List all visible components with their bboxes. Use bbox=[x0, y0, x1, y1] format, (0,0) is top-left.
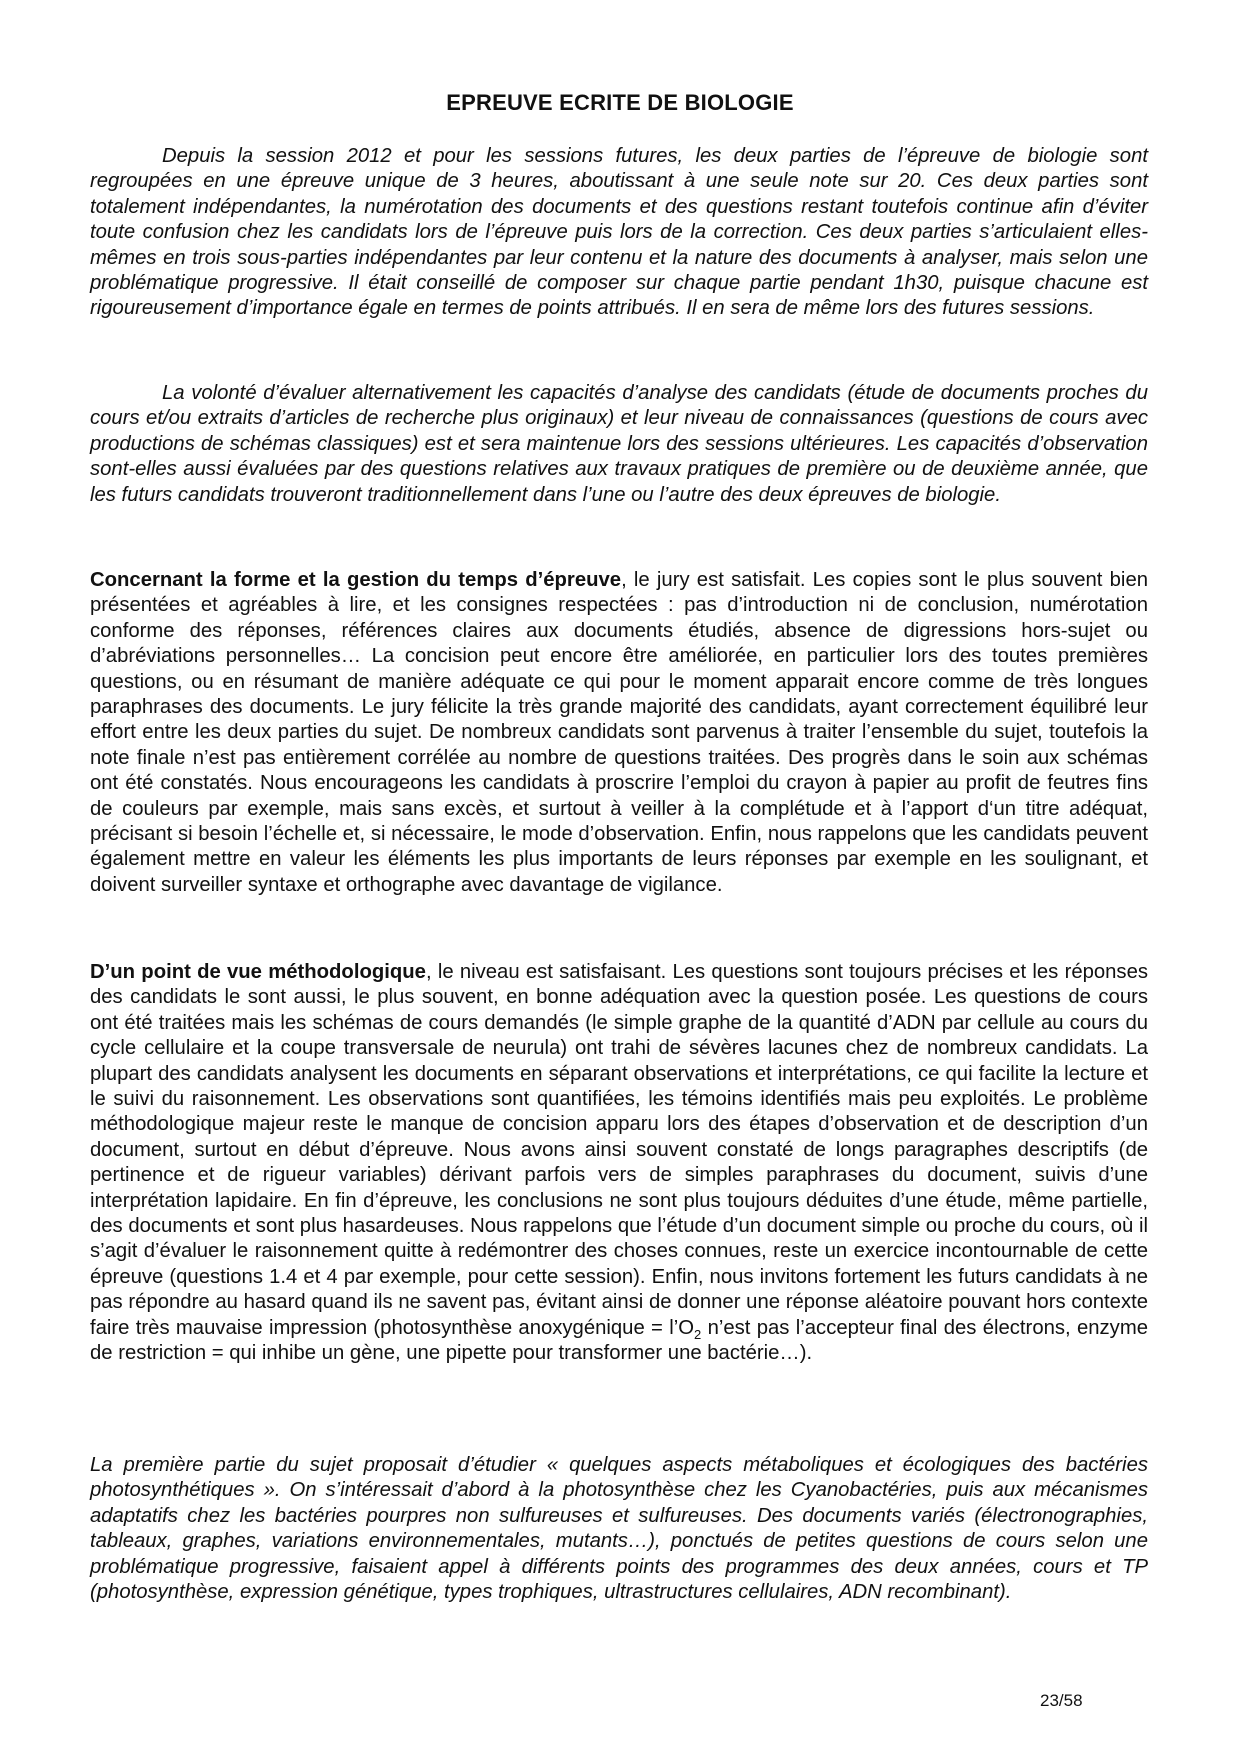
methodology-heading: D’un point de vue méthodologique bbox=[90, 961, 426, 983]
methodology-paragraph-text: , le niveau est satisfaisant. Les questions sont toujours précises et les réponses des candidats le sont aussi, le plus souvent, en bonne adéquation avec la question posée. Les questions de cours ont été traitées mais les schémas de cours demandés (le simple graphe de la quantité d’ADN par cellule au cours du cycle cellulaire et la coupe transversale de neurula) ont trahi de sévères lacunes chez de nombreux candidats. La plupart des candidats analysent les documents en séparant observations et interprétations, ce qui facilite la lecture et le suivi du raisonnement. Les observations sont quantifiées, les témoins identifiés mais peu exploités. Le problème méthodologique majeur reste le manque de concision apparu lors des étapes d’observation et de description d’un document, surtout en début d’épreuve. Nous avons ainsi souvent constaté de longs paragraphes descriptifs (de pertinence et de rigueur variables) dérivant parfois vers de simples paraphrases du document, suivis d’une interprétation lapidaire. En fin d’épreuve, les conclusions ne sont plus toujours déduites d’une étude, même partielle, des documents et sont plus hasardeuses. Nous rappelons que l’étude d’un document simple ou proche du cours, où il s’agit d’évaluer le raisonnement quitte à redémontrer des choses connues, reste un exercice incontournable de cette épreuve (questions 1.4 et 4 par exemple, pour cette session). Enfin, nous invitons fortement les futurs candidats à ne pas répondre au hasard quand ils ne savent pas, évitant ainsi de donner une réponse aléatoire pouvant hors contexte faire très mauvaise impression (photosynthèse anoxygénique = l’O bbox=[90, 961, 1148, 1339]
methodology-paragraph bbox=[90, 960, 1148, 1367]
evaluation-paragraph-text: La volonté d’évaluer alternativement les capacités d’analyse des candidats (étude de documents proches du cours et/ou extraits d’articles de recherche plus originaux) et leur niveau de connaissances (questions de cours avec productions de schémas classiques) est et sera maintenue lors des sessions ultérieures. Les capacités d’observation sont-elles aussi évaluées par des questions relatives aux travaux pratiques de première ou de deuxième année, que les futurs candidats trouveront traditionnellement dans l’une ou l’autre des deux épreuves de biologie. bbox=[90, 382, 1148, 506]
form-time-paragraph-text: , le jury est satisfait. Les copies sont le plus souvent bien présentées et agréables à lire, et les consignes respectées : pas d’introduction ni de conclusion, numérotation conforme des réponses, références claires aux documents étudiés, absence de digressions hors-sujet ou d’abréviations personnelles… La concision peut encore être améliorée, en particulier lors des toutes premières questions, ou en résumant de manière adéquate ce qui pour le moment apparait encore comme de très longues paraphrases des documents. Le jury félicite la très grande majorité des candidats, ayant correctement équilibré leur effort entre les deux parties du sujet. De nombreux candidats sont parvenus à traiter l’ensemble du sujet, toutefois la note finale n’est pas entièrement corrélée au nombre de questions traitées. Des progrès dans le soin aux schémas ont été constatés. Nous encourageons les candidats à proscrire l’emploi du crayon à papier au profit de feutres fins de couleurs par exemple, mais sans excès, et surtout à veiller à la complétude et à l’apport d‘un titre adéquat, précisant si besoin l’échelle et, si nécessaire, le mode d’observation. Enfin, nous rappelons que les candidats peuvent également mettre en valeur les éléments les plus importants de leurs réponses par exemple en les soulignant, et doivent surveiller syntaxe et orthographe avec davantage de vigilance. bbox=[90, 569, 1148, 896]
evaluation-paragraph bbox=[90, 381, 1148, 508]
form-time-heading: Concernant la forme et la gestion du temps d’épreuve bbox=[90, 569, 622, 591]
methodology-paragraph-text-end: n’est pas l’accepteur final des électrons, enzyme de restriction = qui inhibe un gène, une pipette pour transformer une bactérie…). bbox=[90, 1316, 1148, 1365]
intro-paragraph bbox=[90, 144, 1148, 322]
oxygen-subscript: 2 bbox=[694, 1326, 702, 1342]
intro-paragraph-text: Depuis la session 2012 et pour les sessions futures, les deux parties de l’épreuve de biologie sont regroupées en une épreuve unique de 3 heures, aboutissant à une seule note sur 20. Ces deux parties sont totalement indépendantes, la numérotation des documents et des questions restant toutefois continue afin d’éviter toute confusion chez les candidats lors de l’épreuve puis lors de la correction. Ces deux parties s’articulaient elles-mêmes en trois sous-parties indépendantes par leur contenu et la nature des documents à analyser, mais selon une problématique progressive. Il était conseillé de composer sur chaque partie pendant 1h30, puisque chacune est rigoureusement d’importance égale en termes de points attribués. Il en sera de même lors des futures sessions. bbox=[90, 145, 1148, 320]
first-part-paragraph-text: La première partie du sujet proposait d’étudier « quelques aspects métaboliques et écologiques des bactéries photosynthétiques ». On s’intéressait d’abord à la photosynthèse chez les Cyanobactéries, puis aux mécanismes adaptatifs chez les bactéries pourpres non sulfureuses et sulfureuses. Des documents variés (électronographies, tableaux, graphes, variations environnementales, mutants…), ponctués de petites questions de cours selon une problématique progressive, faisaient appel à différents points des programmes des deux années, cours et TP (photosynthèse, expression génétique, types trophiques, ultrastructures cellulaires, ADN recombinant). bbox=[90, 1454, 1148, 1604]
form-time-paragraph bbox=[90, 568, 1148, 898]
page-number: 23/58 bbox=[1040, 1691, 1083, 1710]
first-part-paragraph bbox=[90, 1453, 1148, 1605]
page-title: EPREUVE ECRITE DE BIOLOGIE bbox=[446, 90, 794, 115]
